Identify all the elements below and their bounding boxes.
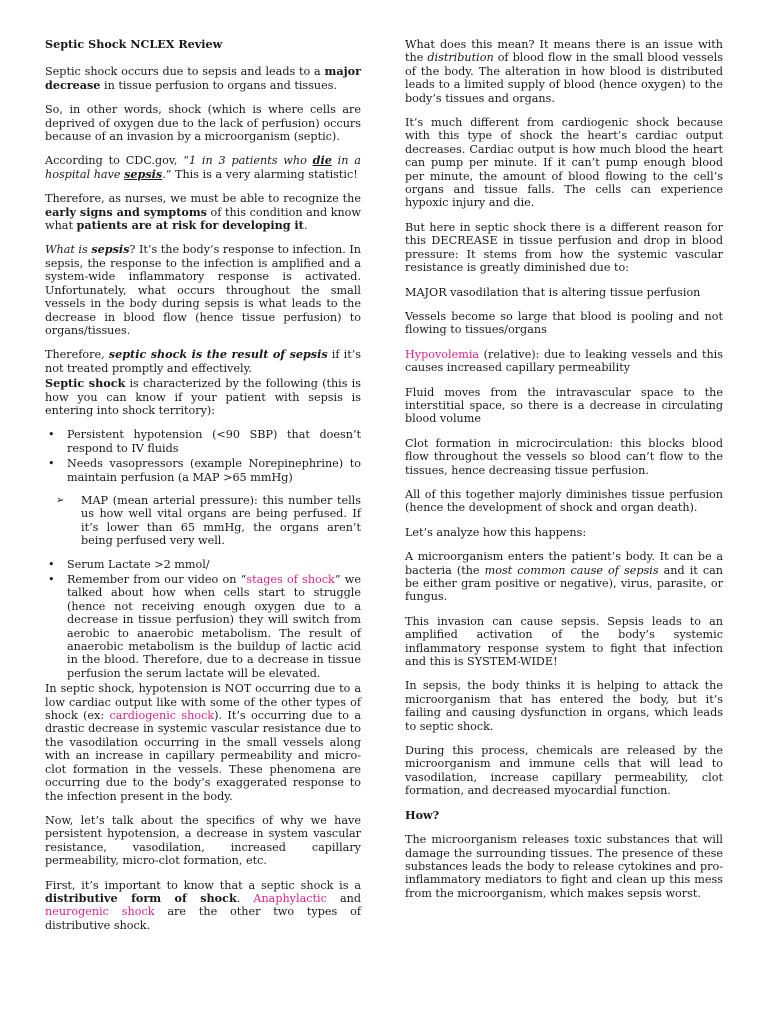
paragraph-intro: Septic shock occurs due to sepsis and leads to a major decrease in tissue perfusion to organs and tissues. <box>45 64 361 92</box>
paragraph-body-thinks: In sepsis, the body thinks it is helping to attack the microorganism that has entered the body, but it’s failing and causing dysfunction in organs, which leads to septic shock. <box>405 679 723 733</box>
link-cardiogenic-shock[interactable]: cardiogenic shock <box>109 709 215 723</box>
list-item: • Serum Lactate >2 mmol/ <box>45 558 361 571</box>
paragraph-specifics: Now, let’s talk about the specifics of why we have persistent hypotension, a decrease in system vascular resistance, vasodilation, increased capillary permeability, micro-clot formation, etc. <box>45 813 361 868</box>
paragraph-shock-definition: So, in other words, shock (which is where cells are deprived of oxygen due to the lack of perfusion) occurs because of an invasion by a microorganism (septic). <box>45 103 361 144</box>
bullet-list-criteria <box>45 428 361 484</box>
right-column <box>405 38 723 911</box>
list-item: ➢ MAP (mean arterial pressure): this number tells us how well vital organs are being perfused. If it’s lower than 65 mmHg, the organs aren’t being perfused very well. <box>59 494 361 548</box>
paragraph-septic-result: Therefore, septic shock is the result of sepsis if it’s not treated promptly and effectively. <box>45 347 361 375</box>
paragraph-what-is-sepsis: What is sepsis? It’s the body’s response to infection. In sepsis, the response to the infection is amplified and a system-wide inflammatory response is activated. Unfortunately, what occurs throughout the small vessels in the body during sepsis is what leads to the decrease in blood flow (hence tissue perfusion) to organs/tissues. <box>45 242 361 337</box>
paragraph-cardiogenic-comparison: It’s much different from cardiogenic shock because with this type of shock the heart’s cardiac output decreases. Cardiac output is how much blood the heart can pump per minute. If it can’t pump enough blood per minute, the amount of blood flowing to the cell’s organs and tissue falls. The cells can experience hypoxic injury and die. <box>405 116 723 210</box>
link-anaphylactic[interactable]: Anaphylactic <box>253 891 327 905</box>
paragraph-vessels-pooling: Vessels become so large that blood is pooling and not flowing to tissues/organs <box>405 309 723 337</box>
heading-how: How? <box>405 807 440 822</box>
paragraph-toxic-substances: The microorganism releases toxic substances that will damage the surrounding tissues. The presence of these substances leads the body to release cytokines and pro-inflammatory mediators to fight and clean up this mess from the microorganism, which makes sepsis worst. <box>405 833 723 900</box>
link-stages-of-shock[interactable]: stages of shock <box>246 573 335 586</box>
paragraph-hypotension: In septic shock, hypotension is NOT occurring due to a low cardiac output like with some of the other types of shock (ex: cardiogenic shock). It’s occurring due to a drastic decrease in systemic vascular resistance due to the vasodilation occurring in the small vessels along with an increase in capillary permeability and micro-clot formation in the vessels. These phenomena are occurring due to the body’s exaggerated response to the infection present in the body. <box>45 682 362 803</box>
arrow-list-map <box>59 494 361 548</box>
paragraph-hypovolemia: Hypovolemia (relative): due to leaking vessels and this causes increased capillary permeability <box>405 347 723 375</box>
paragraph-what-does-this-mean: What does this mean? It means there is an issue with the distribution of blood flow in the small blood vessels of the body. The alteration in how blood is distributed leads to a limited supply of blood (hence oxygen) to the body’s tissues and organs. <box>405 38 723 105</box>
document-title: Septic Shock NCLEX Review <box>45 37 223 51</box>
left-column <box>45 38 361 943</box>
paragraph-different-reason: But here in septic shock there is a different reason for this DECREASE in tissue perfusion and drop in blood pressure: It stems from how the systemic vascular resistance is greatly diminished due to: <box>405 220 723 275</box>
list-item: • Needs vasopressors (example Norepinephrine) to maintain perfusion (a MAP >65 mmHg) <box>45 457 361 484</box>
paragraph-invasion: This invasion can cause sepsis. Sepsis leads to an amplified activation of the body’s systemic inflammatory response system to fight that infection and this is SYSTEM-WIDE! <box>405 614 723 669</box>
link-hypovolemia[interactable]: Hypovolemia <box>405 347 480 361</box>
paragraph-clot-formation: Clot formation in microcirculation: this blocks blood flow throughout the vessels so blood can’t flow to the tissues, hence decreasing tissue perfusion. <box>405 436 723 477</box>
list-item: • Persistent hypotension (<90 SBP) that doesn’t respond to IV fluids <box>45 428 361 455</box>
paragraph-characterized: Septic shock is characterized by the following (this is how you can know if your patient with sepsis is entering into shock territory): <box>45 376 361 417</box>
paragraph-fluid-moves: Fluid moves from the intravascular space to the interstitial space, so there is a decrease in circulating blood volume <box>405 385 723 426</box>
paragraph-microorganism: A microorganism enters the patient’s body. It can be a bacteria (the most common cause of sepsis and it can be either gram positive or negative), virus, parasite, or fungus. <box>405 550 724 604</box>
paragraph-nurses-recognize: Therefore, as nurses, we must be able to recognize the early signs and symptoms of this condition and know what patients are at risk for developing it. <box>45 192 361 233</box>
paragraph-chemicals: During this process, chemicals are released by the microorganism and immune cells that will lead to vasodilation, increase capillary permeability, clot formation, and decreased myocardial function. <box>405 744 723 798</box>
paragraph-all-together: All of this together majorly diminishes tissue perfusion (hence the development of shock and organ death). <box>405 487 723 515</box>
paragraph-analyze: Let’s analyze how this happens: <box>405 525 587 539</box>
paragraph-distributive: First, it’s important to know that a septic shock is a distributive form of shock. Anaphylactic and neurogenic shock are the other two types of distributive shock. <box>45 878 361 932</box>
link-neurogenic-shock[interactable]: neurogenic shock <box>45 905 155 919</box>
paragraph-vasodilation: MAJOR vasodilation that is altering tissue perfusion <box>405 285 701 299</box>
bullet-list-lactate <box>45 558 361 681</box>
list-item: • Remember from our video on “stages of shock” we talked about how when cells start to struggle (hence not receiving enough oxygen due to a decrease in tissue perfusion) they will switch from aerobic to anaerobic metabolism. The result of anaerobic metabolism is the buildup of lactic acid in the blood. Therefore, due to a decrease in tissue perfusion the serum lactate will be elevated. <box>45 573 361 680</box>
paragraph-cdc-statistic: According to CDC.gov, “1 in 3 patients who die in a hospital have sepsis.” This is a very alarming statistic! <box>45 153 361 181</box>
